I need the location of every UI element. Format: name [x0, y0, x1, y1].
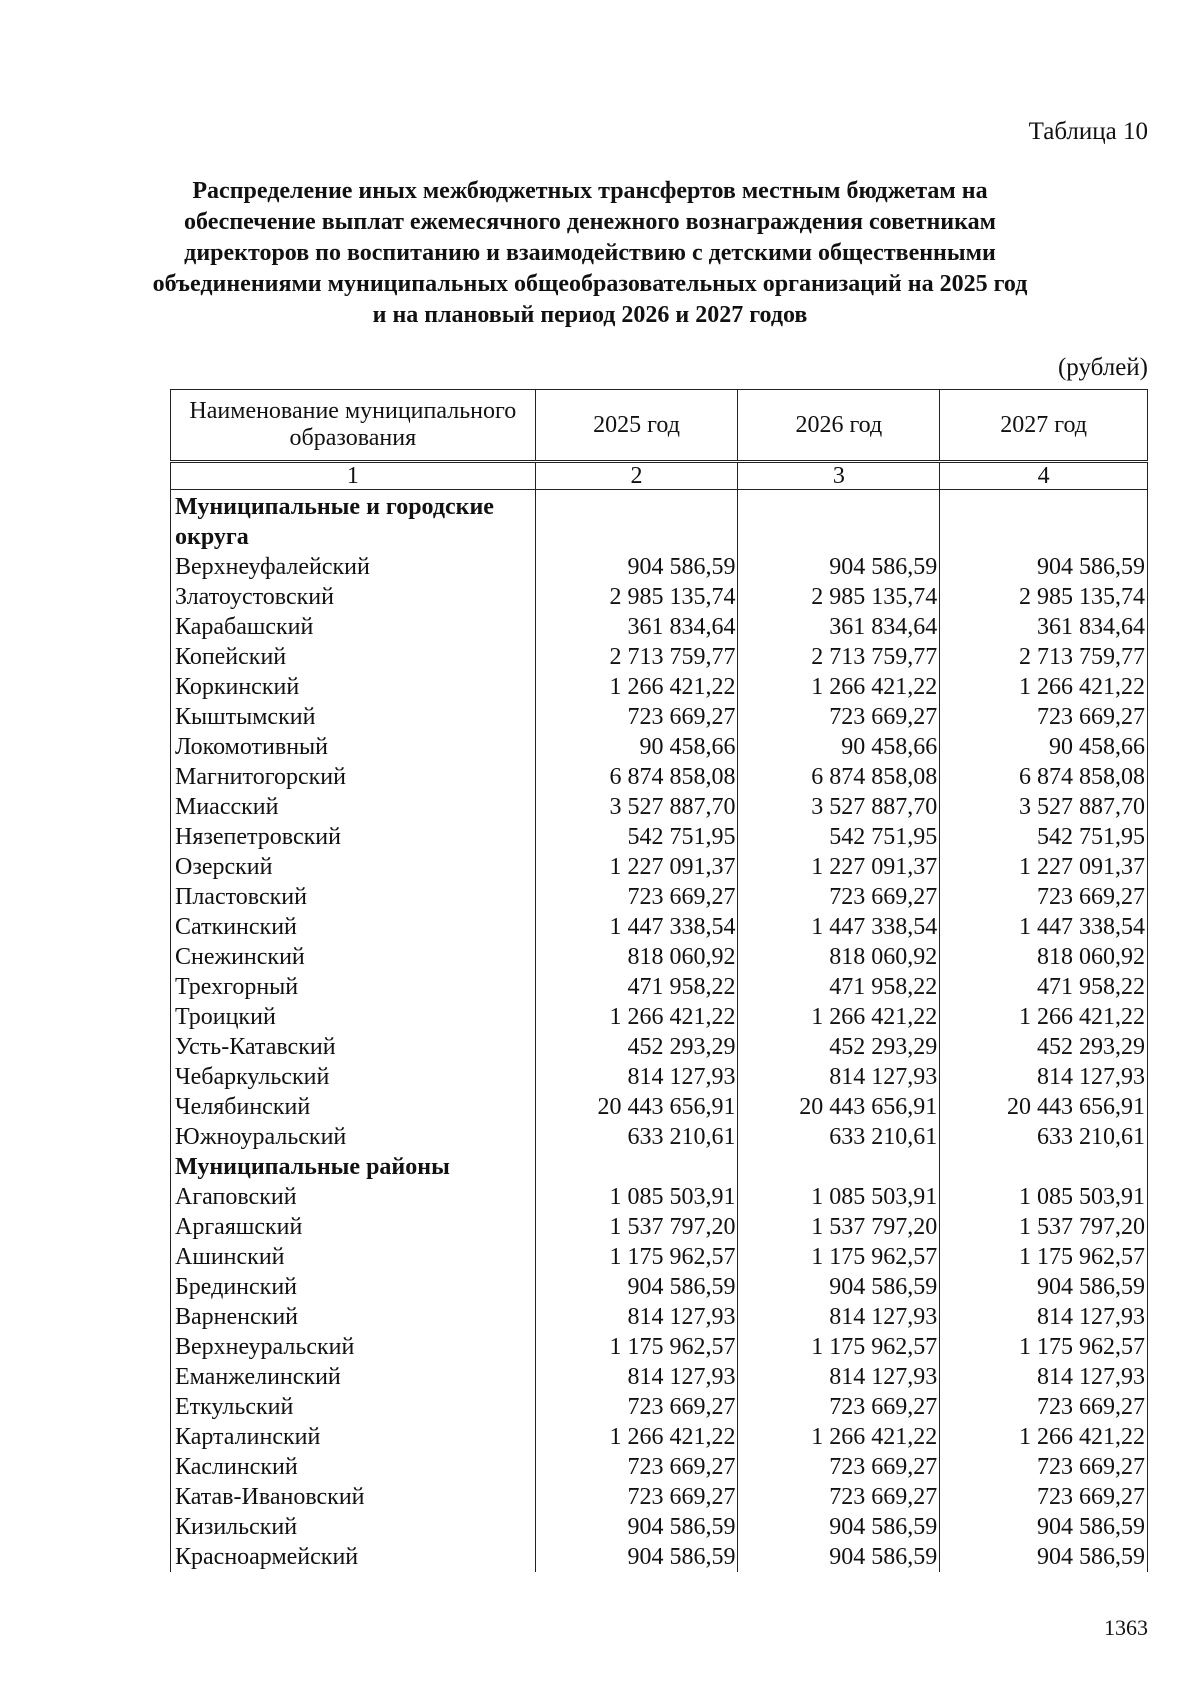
value-2025: 904 586,59: [535, 1542, 738, 1572]
value-2027: 904 586,59: [940, 1542, 1148, 1572]
municipality-name: Агаповский: [171, 1182, 536, 1212]
value-2026: 814 127,93: [738, 1062, 940, 1092]
value-2026: 1 447 338,54: [738, 912, 940, 942]
value-2025: 633 210,61: [535, 1122, 738, 1152]
municipality-name: Копейский: [171, 642, 536, 672]
table-row: [171, 612, 1148, 642]
table-row: [171, 702, 1148, 732]
value-2027: 452 293,29: [940, 1032, 1148, 1062]
header-2026: 2026 год: [738, 390, 940, 462]
municipality-name: Челябинский: [171, 1092, 536, 1122]
value-2027: 723 669,27: [940, 882, 1148, 912]
column-number: 4: [940, 462, 1148, 490]
table-row: [171, 1212, 1148, 1242]
value-2027: 814 127,93: [940, 1362, 1148, 1392]
value-2026: 814 127,93: [738, 1362, 940, 1392]
table-row: [171, 672, 1148, 702]
municipality-name: Трехгорный: [171, 972, 536, 1002]
empty-cell: [738, 490, 940, 553]
header-name: Наименование муниципального образования: [171, 390, 536, 462]
header-2025: 2025 год: [535, 390, 738, 462]
municipality-name: Верхнеуральский: [171, 1332, 536, 1362]
value-2027: 904 586,59: [940, 552, 1148, 582]
value-2027: 471 958,22: [940, 972, 1148, 1002]
value-2025: 471 958,22: [535, 972, 738, 1002]
table-row: [171, 552, 1148, 582]
column-number: 3: [738, 462, 940, 490]
value-2025: 723 669,27: [535, 1452, 738, 1482]
value-2027: 1 175 962,57: [940, 1242, 1148, 1272]
value-2025: 904 586,59: [535, 1512, 738, 1542]
value-2027: 904 586,59: [940, 1272, 1148, 1302]
value-2025: 723 669,27: [535, 1392, 738, 1422]
value-2026: 361 834,64: [738, 612, 940, 642]
value-2025: 1 266 421,22: [535, 1422, 738, 1452]
table-row: [171, 972, 1148, 1002]
table-label: Таблица 10: [1028, 118, 1148, 145]
value-2026: 3 527 887,70: [738, 792, 940, 822]
table-row: [171, 1302, 1148, 1332]
section-row: [171, 1152, 1148, 1182]
empty-cell: [940, 1152, 1148, 1182]
value-2026: 1 175 962,57: [738, 1332, 940, 1362]
value-2026: 904 586,59: [738, 552, 940, 582]
column-number: 1: [171, 462, 536, 490]
table-row: [171, 1062, 1148, 1092]
municipality-name: Карталинский: [171, 1422, 536, 1452]
value-2027: 633 210,61: [940, 1122, 1148, 1152]
table-body: [171, 490, 1148, 1573]
title-line: обеспечение выплат ежемесячного денежного вознаграждения советникам: [184, 209, 996, 235]
value-2027: 1 175 962,57: [940, 1332, 1148, 1362]
value-2027: 723 669,27: [940, 1392, 1148, 1422]
value-2026: 20 443 656,91: [738, 1092, 940, 1122]
table-row: [171, 1002, 1148, 1032]
municipality-name: Еткульский: [171, 1392, 536, 1422]
value-2025: 90 458,66: [535, 732, 738, 762]
value-2025: 814 127,93: [535, 1062, 738, 1092]
municipality-name: Верхнеуфалейский: [171, 552, 536, 582]
table-row: [171, 942, 1148, 972]
section-title: Муниципальные и городские округа: [171, 490, 536, 553]
transfers-table: [170, 389, 1148, 1572]
value-2027: 1 266 421,22: [940, 1002, 1148, 1032]
municipality-name: Снежинский: [171, 942, 536, 972]
value-2025: 1 266 421,22: [535, 1002, 738, 1032]
value-2025: 3 527 887,70: [535, 792, 738, 822]
value-2026: 1 175 962,57: [738, 1242, 940, 1272]
empty-cell: [940, 490, 1148, 553]
municipality-name: Варненский: [171, 1302, 536, 1332]
value-2027: 361 834,64: [940, 612, 1148, 642]
value-2025: 904 586,59: [535, 552, 738, 582]
municipality-name: Чебаркульский: [171, 1062, 536, 1092]
value-2025: 818 060,92: [535, 942, 738, 972]
page-number: 1363: [1104, 1615, 1148, 1640]
value-2027: 6 874 858,08: [940, 762, 1148, 792]
title-line: Распределение иных межбюджетных трансфертов местным бюджетам на: [192, 178, 988, 204]
units-label: (рублей): [1057, 354, 1148, 381]
value-2027: 1 537 797,20: [940, 1212, 1148, 1242]
value-2026: 90 458,66: [738, 732, 940, 762]
value-2025: 904 586,59: [535, 1272, 738, 1302]
value-2025: 1 537 797,20: [535, 1212, 738, 1242]
value-2027: 1 266 421,22: [940, 672, 1148, 702]
table-row: [171, 732, 1148, 762]
table-row: [171, 1242, 1148, 1272]
value-2026: 904 586,59: [738, 1272, 940, 1302]
value-2026: 723 669,27: [738, 882, 940, 912]
municipality-name: Каслинский: [171, 1452, 536, 1482]
value-2025: 814 127,93: [535, 1302, 738, 1332]
table-row: [171, 1092, 1148, 1122]
municipality-name: Красноармейский: [171, 1542, 536, 1572]
value-2027: 818 060,92: [940, 942, 1148, 972]
value-2026: 542 751,95: [738, 822, 940, 852]
value-2026: 6 874 858,08: [738, 762, 940, 792]
value-2026: 818 060,92: [738, 942, 940, 972]
value-2026: 723 669,27: [738, 1482, 940, 1512]
column-number: 2: [535, 462, 738, 490]
municipality-name: Кыштымский: [171, 702, 536, 732]
value-2027: 723 669,27: [940, 1482, 1148, 1512]
value-2025: 6 874 858,08: [535, 762, 738, 792]
value-2026: 904 586,59: [738, 1542, 940, 1572]
value-2027: 1 266 421,22: [940, 1422, 1148, 1452]
municipality-name: Магнитогорский: [171, 762, 536, 792]
value-2027: 1 227 091,37: [940, 852, 1148, 882]
value-2027: 1 085 503,91: [940, 1182, 1148, 1212]
header-2027: 2027 год: [940, 390, 1148, 462]
value-2027: 90 458,66: [940, 732, 1148, 762]
value-2027: 814 127,93: [940, 1302, 1148, 1332]
municipality-name: Брединский: [171, 1272, 536, 1302]
value-2025: 2 713 759,77: [535, 642, 738, 672]
municipality-name: Златоустовский: [171, 582, 536, 612]
value-2026: 814 127,93: [738, 1302, 940, 1332]
title-line: директоров по воспитанию и взаимодействию с детскими общественными: [184, 240, 996, 266]
municipality-name: Ашинский: [171, 1242, 536, 1272]
table-row: [171, 1332, 1148, 1362]
value-2027: 2 985 135,74: [940, 582, 1148, 612]
empty-cell: [535, 490, 738, 553]
empty-cell: [738, 1152, 940, 1182]
value-2026: 723 669,27: [738, 702, 940, 732]
value-2026: 471 958,22: [738, 972, 940, 1002]
value-2026: 1 227 091,37: [738, 852, 940, 882]
value-2026: 2 985 135,74: [738, 582, 940, 612]
value-2026: 452 293,29: [738, 1032, 940, 1062]
table-row: [171, 912, 1148, 942]
value-2027: 542 751,95: [940, 822, 1148, 852]
title-line: и на плановый период 2026 и 2027 годов: [372, 302, 808, 328]
value-2026: 633 210,61: [738, 1122, 940, 1152]
value-2025: 1 266 421,22: [535, 672, 738, 702]
value-2025: 1 175 962,57: [535, 1332, 738, 1362]
table-row: [171, 1362, 1148, 1392]
table-row: [171, 882, 1148, 912]
value-2026: 723 669,27: [738, 1392, 940, 1422]
value-2025: 1 085 503,91: [535, 1182, 738, 1212]
column-number-row: [171, 462, 1148, 490]
table-row: [171, 1272, 1148, 1302]
municipality-name: Южноуральский: [171, 1122, 536, 1152]
municipality-name: Пластовский: [171, 882, 536, 912]
value-2025: 2 985 135,74: [535, 582, 738, 612]
municipality-name: Кизильский: [171, 1512, 536, 1542]
value-2025: 452 293,29: [535, 1032, 738, 1062]
municipality-name: Локомотивный: [171, 732, 536, 762]
value-2026: 723 669,27: [738, 1452, 940, 1482]
table-row: [171, 642, 1148, 672]
municipality-name: Миасский: [171, 792, 536, 822]
table-row: [171, 762, 1148, 792]
value-2025: 723 669,27: [535, 882, 738, 912]
municipality-name: Озерский: [171, 852, 536, 882]
section-title: Муниципальные районы: [171, 1152, 536, 1182]
table-row: [171, 1452, 1148, 1482]
table-row: [171, 1482, 1148, 1512]
value-2026: 1 266 421,22: [738, 672, 940, 702]
value-2025: 723 669,27: [535, 702, 738, 732]
table-row: [171, 1512, 1148, 1542]
value-2026: 904 586,59: [738, 1512, 940, 1542]
empty-cell: [535, 1152, 738, 1182]
municipality-name: Коркинский: [171, 672, 536, 702]
section-row: [171, 490, 1148, 553]
value-2025: 1 175 962,57: [535, 1242, 738, 1272]
table-row: [171, 1392, 1148, 1422]
table-row: [171, 582, 1148, 612]
municipality-name: Усть-Катавский: [171, 1032, 536, 1062]
value-2026: 1 266 421,22: [738, 1422, 940, 1452]
value-2025: 542 751,95: [535, 822, 738, 852]
value-2025: 1 447 338,54: [535, 912, 738, 942]
municipality-name: Карабашский: [171, 612, 536, 642]
value-2026: 2 713 759,77: [738, 642, 940, 672]
value-2026: 1 537 797,20: [738, 1212, 940, 1242]
municipality-name: Нязепетровский: [171, 822, 536, 852]
municipality-name: Аргаяшский: [171, 1212, 536, 1242]
value-2025: 814 127,93: [535, 1362, 738, 1392]
value-2026: 1 085 503,91: [738, 1182, 940, 1212]
value-2025: 361 834,64: [535, 612, 738, 642]
municipality-name: Троицкий: [171, 1002, 536, 1032]
value-2026: 1 266 421,22: [738, 1002, 940, 1032]
value-2027: 814 127,93: [940, 1062, 1148, 1092]
value-2025: 1 227 091,37: [535, 852, 738, 882]
value-2027: 3 527 887,70: [940, 792, 1148, 822]
value-2027: 1 447 338,54: [940, 912, 1148, 942]
table-row: [171, 822, 1148, 852]
table-row: [171, 1422, 1148, 1452]
value-2027: 723 669,27: [940, 702, 1148, 732]
value-2025: 723 669,27: [535, 1482, 738, 1512]
table-row: [171, 1032, 1148, 1062]
document-title: [140, 176, 1040, 331]
table-header-row: [171, 390, 1148, 462]
municipality-name: Саткинский: [171, 912, 536, 942]
title-line: объединениями муниципальных общеобразовательных организаций на 2025 год: [152, 271, 1028, 297]
table-row: [171, 792, 1148, 822]
value-2027: 723 669,27: [940, 1452, 1148, 1482]
value-2027: 904 586,59: [940, 1512, 1148, 1542]
table-row: [171, 1182, 1148, 1212]
value-2025: 20 443 656,91: [535, 1092, 738, 1122]
municipality-name: Катав-Ивановский: [171, 1482, 536, 1512]
table-row: [171, 852, 1148, 882]
municipality-name: Еманжелинский: [171, 1362, 536, 1392]
value-2027: 20 443 656,91: [940, 1092, 1148, 1122]
value-2027: 2 713 759,77: [940, 642, 1148, 672]
table-row: [171, 1122, 1148, 1152]
table-row: [171, 1542, 1148, 1572]
